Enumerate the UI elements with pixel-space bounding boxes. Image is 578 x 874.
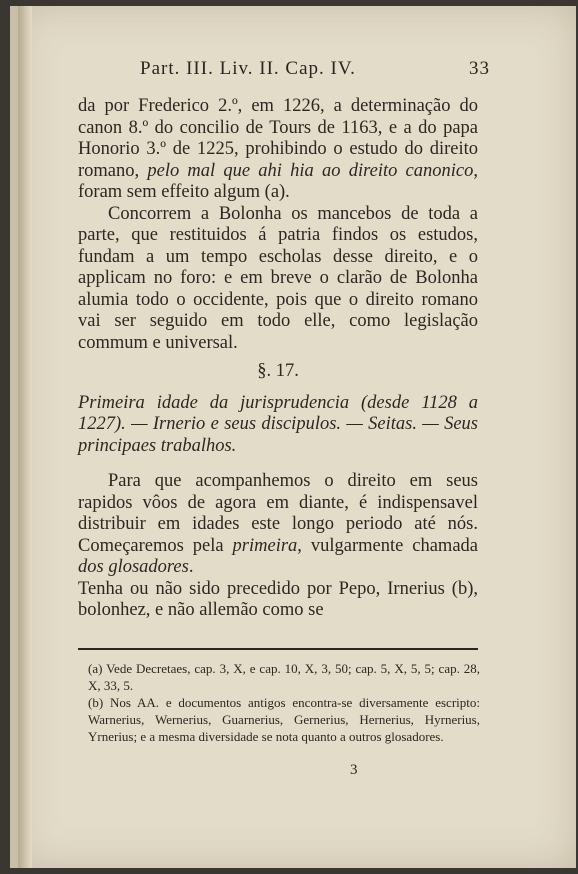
paragraph-1-text: da por Frederico 2.º, em 1226, a determinação do canon 8.º do concilio de Tours de 1163, e a do papa Honorio 3.º de 1225, prohibindo o estudo do direito romano, [78, 96, 478, 181]
footnote-b: (b) Nos AA. e documentos antigos encontra-se diversamente escripto: Warnerius, Wernerius, Guarnerius, Gernerius, Hernerius, Hyrnerius, Yrnerius; e a mesma diversidade se nota quanto a outros glosadores. [88, 695, 480, 744]
body-text [78, 96, 478, 622]
paragraph-3-italic-1: primeira [232, 535, 298, 556]
paragraph-3 [78, 471, 478, 579]
paragraph-3-mid: , vulgarmente chamada [297, 535, 478, 556]
section-mark: §. 17. [257, 361, 299, 381]
footnote-rule [78, 648, 478, 650]
section-heading: Primeira idade da jurisprudencia (desde 1128 a 1227). — Irnerio e seus discipulos. — Seitas. — Seus principaes trabalhos. [78, 392, 478, 456]
paragraph-2: Concorrem a Bolonha os mancebos de toda a parte, que restituidos á patria findos os estudos, fundam a um tempo escholas desse direito, e o applicam no foro: e em breve o clarão de Bolonha alumia todo o occidente, pois que o direito romano vai ser seguido em todo elle, como legislação commum e universal. [78, 203, 478, 353]
paragraph-1-italic: pelo mal que ahi hia ao direito canonico [147, 160, 474, 181]
running-title: Part. III. Liv. II. Cap. IV. [140, 58, 356, 79]
paragraph-1-end: , foram sem effeito algum (a). [78, 160, 478, 202]
page-number: 33 [469, 58, 490, 79]
paragraph-1 [78, 96, 478, 204]
signature-mark: 3 [350, 762, 358, 778]
running-header [140, 58, 490, 80]
page-spine-shadow [18, 6, 32, 868]
paragraph-3-italic-2: dos glosadores [78, 557, 189, 577]
paragraph-4: Tenha ou não sido precedido por Pepo, Irnerius (b), bolonhez, e não allemão como se [78, 578, 478, 620]
paragraph-3-end: . [188, 557, 194, 577]
paragraph-3-text: Para que acompanhemos o direito em seus rapidos vôos de agora em diante, é indispensavel distribuir em idades este longo periodo até nós. Começaremos pela [78, 471, 478, 556]
footnotes [88, 660, 480, 745]
footnote-a: (a) Vede Decretaes, cap. 3, X, e cap. 10, X, 3, 50; cap. 5, X, 5, 5; cap. 28, X, 33, 5. [88, 661, 480, 693]
